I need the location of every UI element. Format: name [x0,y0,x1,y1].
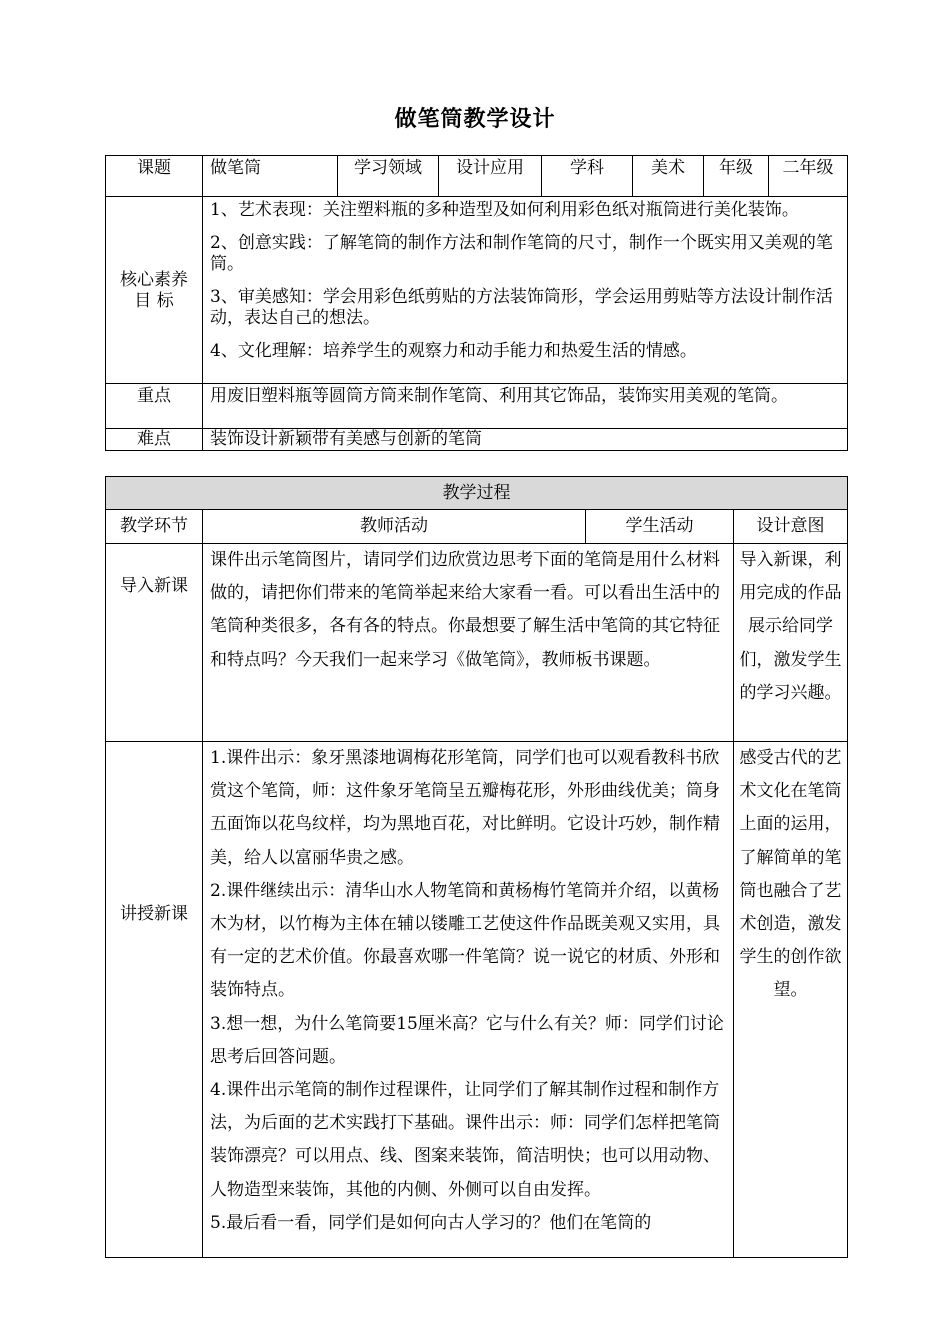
teacher-activity-cell [203,544,734,742]
teaching-process-table [105,476,848,1258]
process-heading: 教学过程 [106,477,848,510]
info-row-core [106,197,848,384]
teacher-paragraph: 2.课件继续出示：清华山水人物笔筒和黄杨梅竹笔筒并介绍，以黄杨木为材，以竹梅为主体在辅以镂雕工艺使这件作品既美观又实用，具有一定的艺术价值。你最喜欢哪一件笔筒？说一说它的材质、外形和装饰特点。 [210,880,720,1001]
domain-label: 学习领域 [338,156,439,197]
stage-cell: 讲授新课 [106,742,203,1258]
core-goal-item: 1、艺术表现：关注塑料瓶的多种造型及如何利用彩色纸对瓶筒进行美化装饰。 [210,200,799,220]
key-point-label: 重点 [106,384,203,429]
core-goals-label: 核心素养 目 标 [106,197,203,384]
design-intent-cell: 感受古代的艺术文化在笔筒上面的运用，了解简单的笔筒也融合了艺术创造，激发学生的创作欲望。 [734,742,848,1258]
core-goal-item: 2、创意实践：了解笔筒的制作方法和制作笔筒的尺寸，制作一个既实用又美观的笔筒。 [210,233,833,274]
col-teacher-header: 教师活动 [203,510,586,544]
core-goals-content [203,197,848,384]
teacher-paragraph: 4.课件出示笔筒的制作过程课件，让同学们了解其制作过程和制作方法，为后面的艺术实践打下基础。课件出示：师：同学们怎样把笔筒装饰漂亮？可以用点、线、图案来装饰，简洁明快；也可以用动物、人物造型来装饰，其他的内侧、外侧可以自由发挥。 [210,1080,720,1200]
design-intent-cell: 导入新课，利用完成的作品展示给同学们，激发学生的学习兴趣。 [734,544,848,742]
page-title: 做笔筒教学设计 [394,107,556,132]
lesson-info-table [105,155,848,451]
key-point-value: 用废旧塑料瓶等圆筒方筒来制作笔筒、利用其它饰品，装饰实用美观的笔筒。 [203,384,848,429]
discipline-value: 美术 [633,156,704,197]
grade-label: 年级 [704,156,769,197]
col-student-header: 学生活动 [586,510,734,544]
process-columns-row [106,510,848,544]
difficulty-value: 装饰设计新颖带有美感与创新的笔筒 [203,429,848,451]
teacher-activity-cell [203,742,734,1258]
col-stage-header: 教学环节 [106,510,203,544]
table-row [106,742,848,1258]
subject-value: 做笔筒 [203,156,338,197]
info-row-subject [106,156,848,197]
discipline-label: 学科 [542,156,633,197]
core-goal-item: 4、文化理解：培养学生的观察力和动手能力和热爱生活的情感。 [210,341,697,361]
subject-label: 课题 [106,156,203,197]
col-intent-header: 设计意图 [734,510,848,544]
core-goal-item: 3、审美感知：学会用彩色纸剪贴的方法装饰筒形，学会运用剪贴等方法设计制作活动，表达自己的想法。 [210,287,833,328]
domain-value: 设计应用 [439,156,542,197]
info-row-difficulty [106,429,848,451]
stage-cell: 导入新课 [106,544,203,742]
teacher-paragraph: 3.想一想，为什么笔筒要15厘米高？它与什么有关？师：同学们讨论思考后回答问题。 [210,1013,724,1067]
info-row-key [106,384,848,429]
difficulty-label: 难点 [106,429,203,451]
teacher-paragraph: 1.课件出示：象牙黑漆地调梅花形笔筒，同学们也可以观看教科书欣赏这个笔筒，师：这件象牙笔筒呈五瓣梅花形，外形曲线优美；筒身五面饰以花鸟纹样，均为黑地百花，对比鲜明。它设计巧妙，制作精美，给人以富丽华贵之感。 [210,748,720,868]
table-row [106,544,848,742]
process-heading-row [106,477,848,510]
grade-value: 二年级 [769,156,848,197]
teacher-paragraph: 课件出示笔筒图片，请同学们边欣赏边思考下面的笔筒是用什么材料做的，请把你们带来的笔筒举起来给大家看一看。可以看出生活中的笔筒种类很多，各有各的特点。你最想要了解生活中笔筒的其它特征和特点吗？今天我们一起来学习《做笔筒》，教师板书课题。 [210,550,720,670]
teacher-paragraph: 5.最后看一看，同学们是如何向古人学习的？他们在笔筒的 [210,1212,652,1233]
